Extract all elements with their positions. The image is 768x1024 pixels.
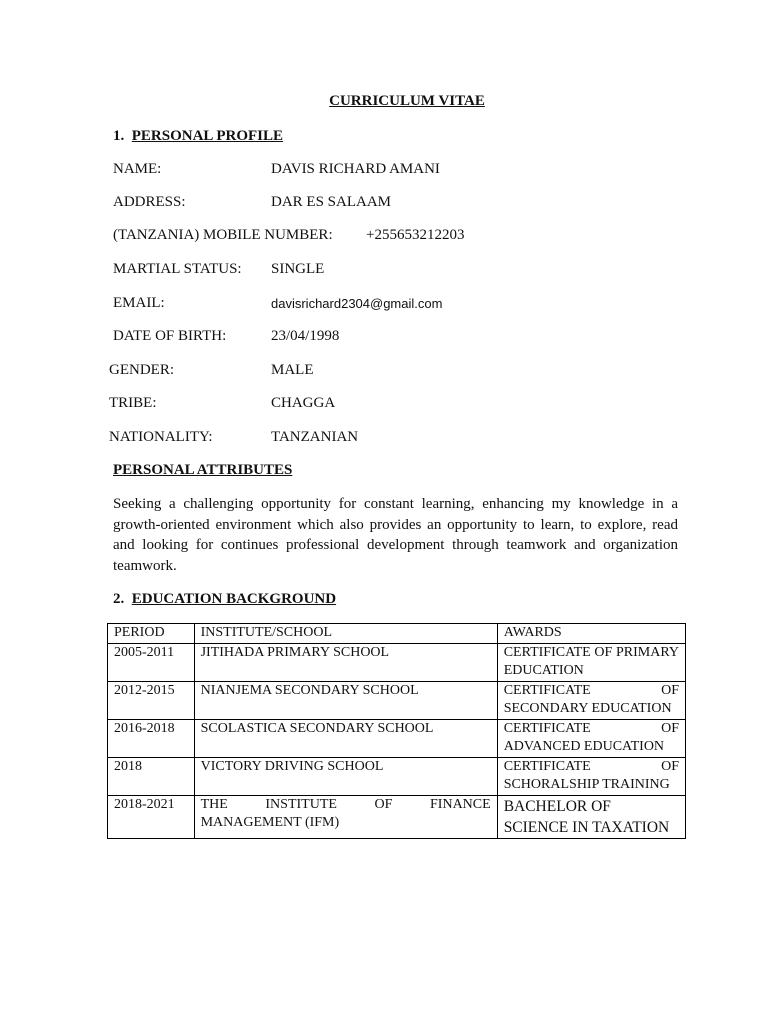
email-value: davisrichard2304@gmail.com bbox=[271, 296, 443, 311]
address-value: DAR ES SALAAM bbox=[271, 194, 392, 210]
nationality-label: NATIONALITY: bbox=[109, 429, 213, 445]
section-title: EDUCATION BACKGROUND bbox=[131, 591, 337, 607]
award-cell: BACHELOR OF SCIENCE IN TAXATION bbox=[497, 795, 685, 838]
gender-value: MALE bbox=[271, 362, 314, 378]
table-row bbox=[108, 757, 686, 795]
section-number: 1. bbox=[113, 128, 125, 144]
institute-cell: VICTORY DRIVING SCHOOL bbox=[194, 757, 497, 795]
section-title: PERSONAL ATTRIBUTES bbox=[113, 462, 293, 478]
address-label: ADDRESS: bbox=[113, 194, 186, 210]
period-cell: 2005-2011 bbox=[108, 643, 195, 681]
section-personal-profile-heading bbox=[113, 127, 283, 145]
institute-cell: SCOLASTICA SECONDARY SCHOOL bbox=[194, 719, 497, 757]
header-period: PERIOD bbox=[108, 624, 195, 644]
marital-status-label: MARTIAL STATUS: bbox=[113, 261, 242, 277]
marital-status-value: SINGLE bbox=[271, 261, 325, 277]
gender-label: GENDER: bbox=[109, 362, 174, 378]
email-label: EMAIL: bbox=[113, 295, 165, 311]
award-cell: CERTIFICATE OF PRIMARY EDUCATION bbox=[497, 643, 685, 681]
header-institute: INSTITUTE/SCHOOL bbox=[194, 624, 497, 644]
date-of-birth-label: DATE OF BIRTH: bbox=[113, 328, 227, 344]
document-title: CURRICULUM VITAE bbox=[329, 93, 485, 109]
nationality-value: TANZANIAN bbox=[271, 429, 359, 445]
table-row bbox=[108, 719, 686, 757]
section-number: 2. bbox=[113, 591, 125, 607]
name-label: NAME: bbox=[113, 161, 162, 177]
period-cell: 2012-2015 bbox=[108, 681, 195, 719]
mobile-value: +255653212203 bbox=[366, 227, 465, 243]
mobile-label: (TANZANIA) MOBILE NUMBER: bbox=[113, 227, 333, 243]
institute-cell: JITIHADA PRIMARY SCHOOL bbox=[194, 643, 497, 681]
tribe-value: CHAGGA bbox=[271, 395, 336, 411]
personal-attributes-heading bbox=[113, 461, 292, 479]
award-cell: CERTIFICATE OF SECONDARY EDUCATION bbox=[497, 681, 685, 719]
section-title: PERSONAL PROFILE bbox=[131, 128, 284, 144]
name-value: DAVIS RICHARD AMANI bbox=[271, 161, 440, 177]
table-row bbox=[108, 681, 686, 719]
period-cell: 2018-2021 bbox=[108, 795, 195, 838]
tribe-label: TRIBE: bbox=[109, 395, 157, 411]
education-table bbox=[107, 623, 686, 839]
section-education-heading bbox=[113, 590, 336, 608]
period-cell: 2018 bbox=[108, 757, 195, 795]
personal-attributes-text: Seeking a challenging opportunity for constant learning, enhancing my knowledge in a growth-oriented environment which also provides an opportunity to learn, to explore, read and looking for continues professional development through teamwork and organization teamwork. bbox=[113, 496, 678, 574]
table-row bbox=[108, 643, 686, 681]
date-of-birth-value: 23/04/1998 bbox=[271, 328, 340, 344]
table-row bbox=[108, 795, 686, 838]
institute-cell: THE INSTITUTE OF FINANCE MANAGEMENT (IFM) bbox=[194, 795, 497, 838]
award-cell: CERTIFICATE OF SCHORALSHIP TRAINING bbox=[497, 757, 685, 795]
table-header-row bbox=[108, 624, 686, 644]
award-cell: CERTIFICATE OF ADVANCED EDUCATION bbox=[497, 719, 685, 757]
institute-cell: NIANJEMA SECONDARY SCHOOL bbox=[194, 681, 497, 719]
period-cell: 2016-2018 bbox=[108, 719, 195, 757]
header-awards: AWARDS bbox=[497, 624, 685, 644]
